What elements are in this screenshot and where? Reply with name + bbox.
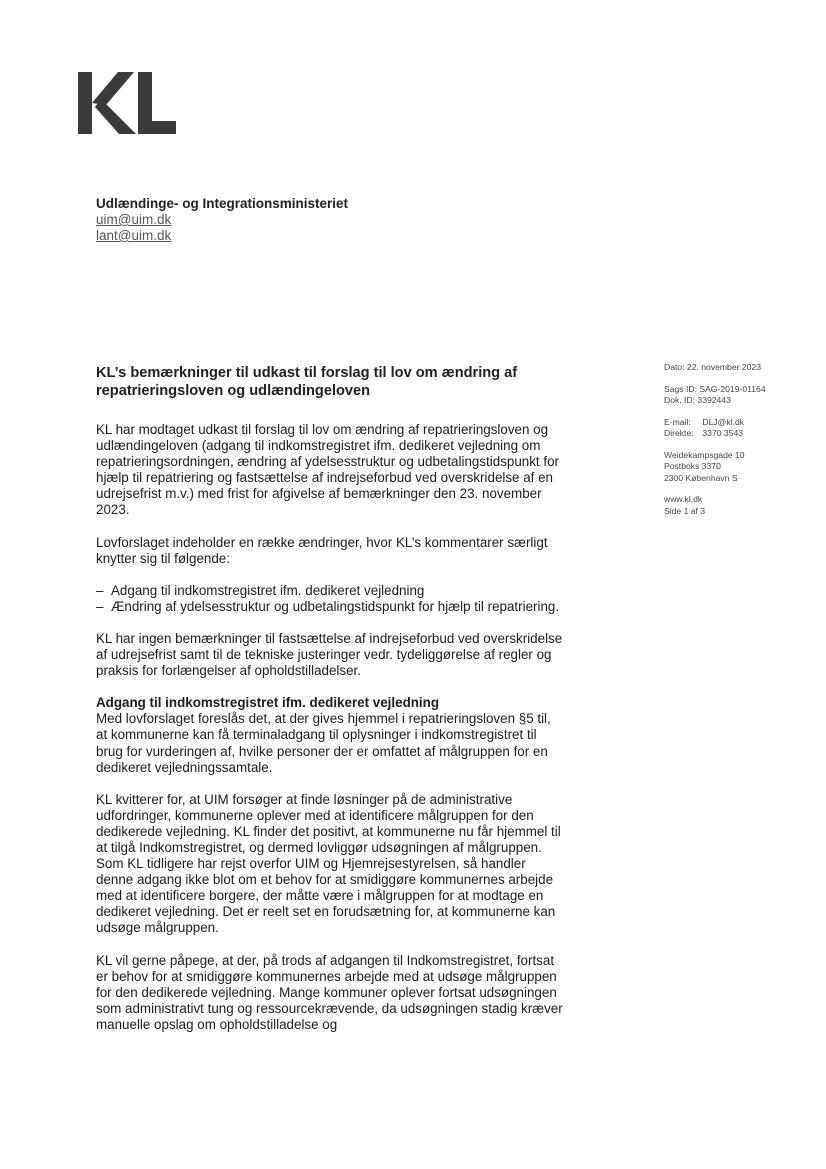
date-line: Dato: 22. november 2023 xyxy=(664,362,761,372)
phone-row xyxy=(664,428,766,440)
phone-label: Direkte: xyxy=(664,428,694,438)
list-item xyxy=(96,583,564,599)
topic-list xyxy=(96,583,564,615)
recipient-organization: Udlændinge- og Integrationsministeriet xyxy=(96,196,349,211)
list-item-text: Adgang til indkomstregistret ifm. dedikeret vejledning xyxy=(111,582,425,598)
list-item xyxy=(96,599,564,615)
intro-paragraph: KL har modtaget udkast til forslag til lov om ændring af repatrieringsloven og udlændingeloven (adgang til indkomstregistret ifm. dedikeret vejledning om repatrieringsordningen, ændring af ydelsesstruktur og udbetalingstidspunkt for hjælp til repatriering og fastsættelse af indrejseforbud ved overskridelse af en udrejsefrist m.v.) med frist for afgivelse af bemærkninger den 23. november 2023. xyxy=(96,422,559,518)
sender-sidebar xyxy=(664,362,766,527)
no-remarks-paragraph: KL har ingen bemærkninger til fastsættelse af indrejseforbud ved overskridelse af udrejsefrist samt til de tekniske justeringer vedr. tydeliggørelse af regler og praksis for forlængelser af opholdstilladelser. xyxy=(96,630,563,679)
case-id: Sags ID: SAG-2019-01164 xyxy=(664,383,766,394)
email-value: DLJ@kl.dk xyxy=(702,416,745,427)
lead-paragraph: Lovforslaget indeholder en række ændringer, hvor KL’s kommentarer særligt knytter sig til følgende: xyxy=(96,534,548,566)
phone-value: 3370 3543 xyxy=(702,428,744,438)
recipient-block xyxy=(96,196,348,244)
email-row xyxy=(664,417,766,429)
dash-bullet: – xyxy=(96,598,104,614)
dash-bullet: – xyxy=(96,582,104,598)
address-line: Weidekampsgade 10 xyxy=(664,449,745,460)
list-item-text: Ændring af ydelsesstruktur og udbetalingstidspunkt for hjælp til repatriering. xyxy=(111,598,560,614)
letter-body xyxy=(96,364,564,1049)
address-line: 2300 København S xyxy=(664,472,738,483)
page-number: Side 1 af 3 xyxy=(664,505,706,516)
recipient-email-link[interactable]: uim@uim.dk xyxy=(96,212,172,227)
section-paragraph: KL vil gerne påpege, at der, på trods af adgangen til Indkomstregistret, fortsat er behov for at smidiggøre kommunernes arbejde med at udsøge målgruppen for den dedikerede vejledning. Mange kommuner oplever fortsat udsøgningen som administrativt tung og ressourcekrævende, da udsøgningen stadig kræver manuelle opslag om opholdstilladelse og xyxy=(96,952,563,1032)
recipient-email-link[interactable]: lant@uim.dk xyxy=(96,228,172,243)
letter-title: KL’s bemærkninger til udkast til forslag til lov om ændring af repatrieringsloven og udlændingeloven xyxy=(96,365,518,399)
kl-logo xyxy=(78,72,176,134)
website: www.kl.dk xyxy=(664,494,703,504)
address-line: Postboks 3370 xyxy=(664,461,721,471)
section-paragraph: Med lovforslaget foreslås det, at der gives hjemmel i repatrieringsloven §5 til, at kommunerne kan få terminaladgang til oplysninger i indkomstregistret til brug for vurderingen af, hvilke personer der er omfattet af målgruppen for en dedikeret vejledningssamtale. xyxy=(96,711,551,775)
email-label: E-mail: xyxy=(664,416,691,427)
section-paragraph: KL kvitterer for, at UIM forsøger at finde løsninger på de administrative udfordringer, kommunerne oplever med at identificere målgruppen for den dedikerede vejledning. KL finder det positivt, at kommunerne nu får hjemmel til at tilgå Indkomstregistret, og dermed lovliggør udsøgningen af målgruppen. Som KL tidligere har rejst overfor UIM og Hjemrejsestyrelsen, så handler denne adgang ikke blot om et behov for at smidiggøre kommunernes arbejde med at identificere borgere, der måtte være i målgruppen for at modtage en dedikeret vejledning. Det er reelt set en forudsætning for, at kommunerne kan udsøge målgruppen. xyxy=(96,791,561,936)
doc-id: Dok. ID: 3392443 xyxy=(664,395,731,405)
section-heading: Adgang til indkomstregistret ifm. dedikeret vejledning xyxy=(96,695,440,711)
